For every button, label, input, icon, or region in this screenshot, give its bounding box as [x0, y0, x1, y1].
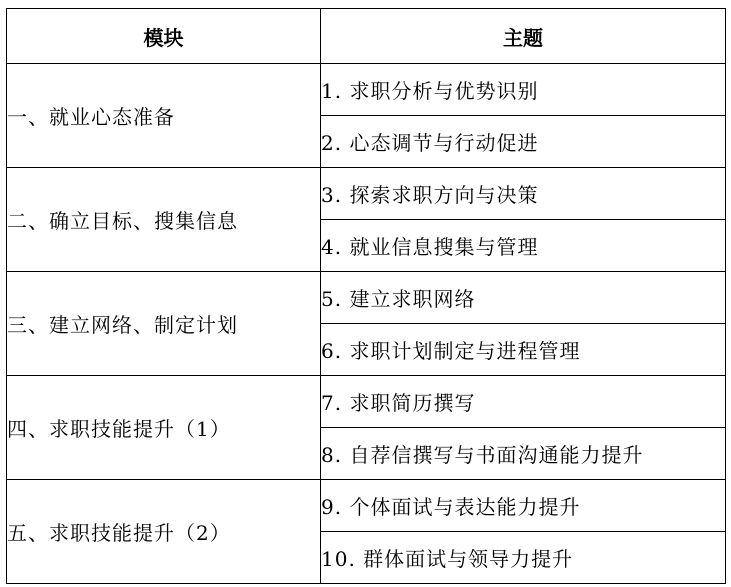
topic-item: 6. 求职计划制定与进程管理 — [321, 324, 726, 376]
module-column-header: 模块 — [7, 9, 321, 64]
table-row — [7, 480, 726, 532]
module-name: 一、就业心态准备 — [7, 64, 321, 168]
module-name: 四、求职技能提升（1） — [7, 376, 321, 480]
module-name: 二、确立目标、搜集信息 — [7, 168, 321, 272]
table-row — [7, 376, 726, 428]
topic-item: 7. 求职简历撰写 — [321, 376, 726, 428]
module-name: 五、求职技能提升（2） — [7, 480, 321, 584]
topic-column-header: 主题 — [321, 9, 726, 64]
topic-item: 8. 自荐信撰写与书面沟通能力提升 — [321, 428, 726, 480]
topic-item: 5. 建立求职网络 — [321, 272, 726, 324]
table-row — [7, 168, 726, 220]
topic-item: 2. 心态调节与行动促进 — [321, 116, 726, 168]
table-row — [7, 272, 726, 324]
module-topic-table — [6, 8, 726, 584]
topic-item: 10. 群体面试与领导力提升 — [321, 532, 726, 584]
module-name: 三、建立网络、制定计划 — [7, 272, 321, 376]
table-row — [7, 64, 726, 116]
topic-item: 9. 个体面试与表达能力提升 — [321, 480, 726, 532]
topic-item: 4. 就业信息搜集与管理 — [321, 220, 726, 272]
topic-item: 3. 探索求职方向与决策 — [321, 168, 726, 220]
table-header-row — [7, 9, 726, 64]
topic-item: 1. 求职分析与优势识别 — [321, 64, 726, 116]
